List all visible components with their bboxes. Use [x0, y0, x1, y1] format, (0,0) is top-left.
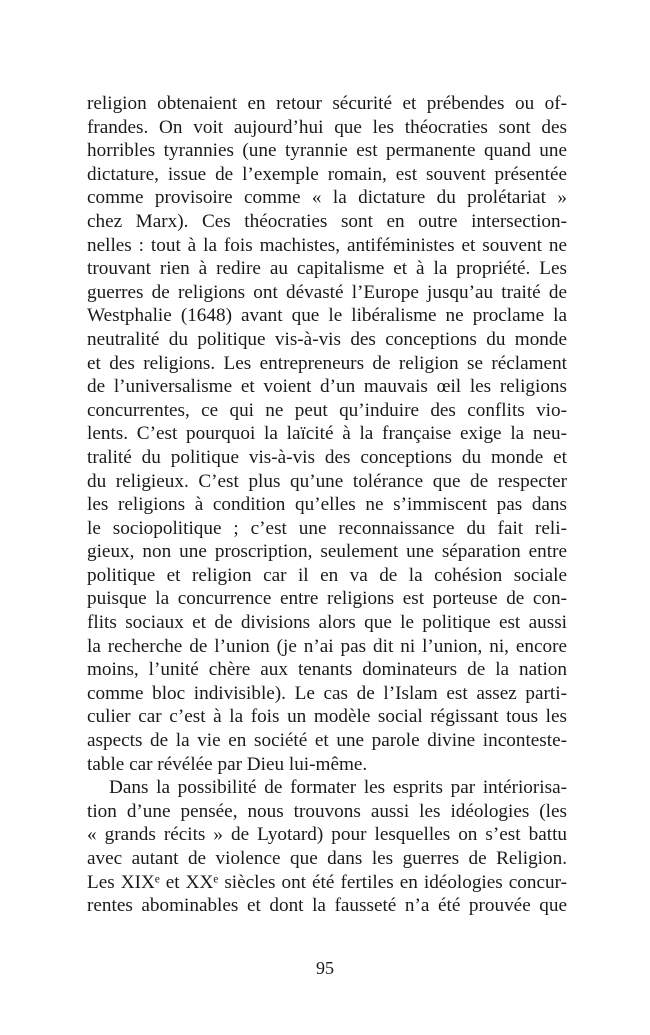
text-line: frandes. On voit aujourd’hui que les théocraties sont des	[87, 116, 567, 138]
text-line: tion d’une pensée, nous trouvons aussi les idéologies (les	[87, 800, 567, 822]
text-line: flits sociaux et de divisions alors que le politique est aussi	[87, 612, 567, 634]
text-line: guerres de religions ont dévasté l’Europe jusqu’au traité de	[87, 281, 567, 303]
text-line: « grands récits » de Lyotard) pour lesquelles on s’est battu	[87, 824, 567, 846]
text-line: politique et religion car il en va de la cohésion sociale	[87, 564, 567, 586]
text-line: comme bloc indivisible). Le cas de l’Islam est assez parti-	[87, 682, 567, 704]
paragraph-start-line: Dans la possibilité de formater les esprits par intériorisa-	[109, 777, 567, 799]
text-line: les religions à condition qu’elles ne s’immiscent pas dans	[87, 494, 567, 516]
text-line: Les XIXᵉ et XXᵉ siècles ont été fertiles en idéologies concur-	[87, 871, 567, 893]
text-line: comme provisoire comme « la dictature du prolétariat »	[87, 187, 567, 209]
page-number: 95	[316, 958, 334, 978]
text-line: tralité du politique vis-à-vis des conceptions du monde et	[87, 446, 567, 468]
text-line: rentes abominables et dont la fausseté n’a été prouvée que	[87, 895, 567, 917]
text-line: de l’universalisme et voient d’un mauvais œil les religions	[87, 376, 567, 398]
text-line: lents. C’est pourquoi la laïcité à la française exige la neu-	[87, 423, 567, 445]
text-line: le sociopolitique ; c’est une reconnaissance du fait reli-	[87, 517, 567, 539]
text-line: trouvant rien à redire au capitalisme et à la propriété. Les	[87, 258, 567, 280]
paragraph-end-line: table car révélée par Dieu lui-même.	[87, 753, 368, 775]
text-line: moins, l’unité chère aux tenants dominateurs de la nation	[87, 659, 567, 681]
text-line: puisque la concurrence entre religions est porteuse de con-	[87, 588, 567, 610]
text-line: culier car c’est à la fois un modèle social régissant tous les	[87, 706, 567, 728]
text-line: religion obtenaient en retour sécurité et prébendes ou of-	[87, 93, 567, 114]
text-line: avec autant de violence que dans les guerres de Religion.	[87, 848, 567, 869]
text-line: neutralité du politique vis-à-vis des conceptions du monde	[87, 328, 567, 350]
text-line: chez Marx). Ces théocraties sont en outre intersection-	[87, 210, 567, 232]
text-line: du religieux. C’est plus qu’une tolérance que de respecter	[87, 470, 567, 492]
text-line: nelles : tout à la fois machistes, antiféministes et souvent ne	[87, 234, 567, 256]
text-line: la recherche de l’union (je n’ai pas dit ni l’union, ni, encore	[87, 635, 567, 657]
text-line: concurrentes, ce qui ne peut qu’induire des conflits vio-	[87, 399, 567, 421]
text-line: Westphalie (1648) avant que le libéralisme ne proclame la	[87, 305, 567, 327]
text-line: horribles tyrannies (une tyrannie est permanente quand une	[87, 140, 567, 162]
text-line: dictature, issue de l’exemple romain, est souvent présentée	[87, 163, 567, 185]
body-text	[87, 92, 567, 918]
text-line: et des religions. Les entrepreneurs de religion se réclament	[87, 352, 567, 374]
text-line: gieux, non une proscription, seulement une séparation entre	[87, 541, 567, 563]
text-line: aspects de la vie en société et une parole divine inconteste-	[87, 730, 567, 752]
